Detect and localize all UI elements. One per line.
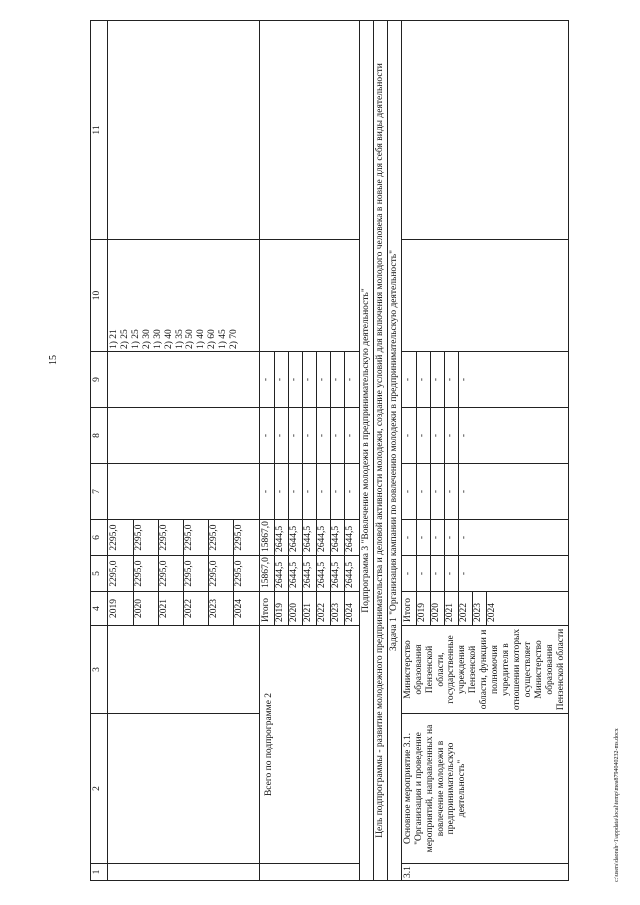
dash-value: - <box>344 464 358 519</box>
table-cell <box>108 21 260 240</box>
dash-value: - <box>288 464 302 519</box>
table-cell <box>260 864 360 881</box>
amount-value: 15867,0 <box>261 557 271 588</box>
indicator-value: 2) 70 <box>229 329 240 349</box>
col-header: 5 <box>91 556 108 592</box>
indicator-value: 2) 60 <box>207 329 218 349</box>
year-value: 2024 <box>486 592 500 625</box>
page-number: 15 <box>48 355 59 365</box>
amount-value: 2295,0 <box>233 556 258 591</box>
dash-value: - <box>261 377 271 382</box>
dash-value: - <box>261 489 271 494</box>
indicator-value: 2) 30 <box>141 329 152 349</box>
dash-cell <box>260 464 360 520</box>
column-number-row <box>91 21 108 881</box>
amount-value: 2644,5 <box>288 520 302 555</box>
activity-executor: Министерство образования Пензенской области, государственные учреждения Пензенской области, функции и полномочия учредителя в отношении которых осуществляет Министерство образования Пензенской области <box>401 626 568 714</box>
dash-value: - <box>444 520 458 555</box>
year-value: Итого <box>261 597 271 622</box>
subprogram-goal: Цель подпрограммы - развитие молодежного предпринимательства и деловой активности молодежи, создание условий для включения молодого человека в новые для себя виды деятельности <box>373 21 387 881</box>
dash-value: - <box>430 408 444 463</box>
amount-value: 2295,0 <box>158 556 183 591</box>
first-block-row <box>108 21 260 881</box>
dash-value: - <box>416 464 430 519</box>
dash-value: - <box>458 520 472 555</box>
amount-value: 2295,0 <box>208 520 233 555</box>
dash-value: - <box>458 408 472 463</box>
dash-value: - <box>458 556 472 591</box>
dash-value: - <box>444 408 458 463</box>
dash-value: - <box>261 433 271 438</box>
dash-value: - <box>402 571 413 576</box>
amount-value: 2644,5 <box>288 556 302 591</box>
activity-name: Основное мероприятие 3.1. "Организация и проведение мероприятий, направленных на вовлечение молодежи в предпринимательскую деятельность" <box>401 714 568 864</box>
dash-value: - <box>416 556 430 591</box>
table-cell <box>108 464 260 520</box>
dash-cell <box>260 352 360 408</box>
dash-cell <box>401 352 568 408</box>
year-value: 2019 <box>416 592 430 625</box>
footer-file-path: c:\users\daorah~1\appdata\local\temp\mea8794040232-ms.docx <box>614 728 620 882</box>
dash-value: - <box>430 520 444 555</box>
dash-value: - <box>316 408 330 463</box>
year-value: 2020 <box>133 592 158 625</box>
dash-value: - <box>344 352 358 407</box>
year-value: 2021 <box>158 592 183 625</box>
col-header: 1 <box>91 864 108 881</box>
amount-cell <box>260 520 360 556</box>
dash-value: - <box>288 408 302 463</box>
amount-value: 2644,5 <box>316 520 330 555</box>
dash-value: - <box>416 352 430 407</box>
table-cell <box>108 864 260 881</box>
subtotal-row <box>260 21 360 881</box>
dash-cell <box>401 464 568 520</box>
indicator-value: 1) 21 <box>109 329 119 349</box>
amount-cell <box>260 556 360 592</box>
dash-value: - <box>302 352 316 407</box>
dash-value: - <box>430 464 444 519</box>
dash-cell <box>260 408 360 464</box>
year-value: 2022 <box>183 592 208 625</box>
year-value: 2024 <box>344 592 358 625</box>
indicator-value: 2) 50 <box>185 329 196 349</box>
indicator-value: 1) 45 <box>218 329 229 349</box>
indicator-value: 1) 30 <box>152 329 163 349</box>
indicator-value: 1) 35 <box>174 329 185 349</box>
col-header: 8 <box>91 408 108 464</box>
year-value: 2023 <box>208 592 233 625</box>
amount-value: 2295,0 <box>183 556 208 591</box>
row-number: 3.1 <box>401 864 568 881</box>
budget-table-sheet <box>90 21 605 881</box>
amount-value: 2295,0 <box>158 520 183 555</box>
table-cell <box>108 714 260 864</box>
activity-row <box>401 21 568 881</box>
table-cell <box>401 21 568 240</box>
amount-value: 2295,0 <box>133 520 158 555</box>
year-value: 2021 <box>444 592 458 625</box>
goal-row <box>373 21 387 881</box>
dash-value: - <box>274 408 288 463</box>
year-value: 2020 <box>430 592 444 625</box>
col-header: 7 <box>91 464 108 520</box>
indicator-value: 2) 25 <box>119 329 130 349</box>
dash-value: - <box>402 489 413 494</box>
indicator-value: 1) 25 <box>130 329 141 349</box>
dash-value: - <box>330 464 344 519</box>
dash-cell <box>401 556 568 592</box>
subprogram-task: Задача 1 "Организация кампании по вовлечению молодежи в предпринимательскую деятельность" <box>387 21 401 881</box>
year-value: 2023 <box>472 592 486 625</box>
dash-value: - <box>316 352 330 407</box>
dash-value: - <box>402 433 413 438</box>
task-row <box>387 21 401 881</box>
amount-value: 2644,5 <box>330 556 344 591</box>
dash-value: - <box>444 556 458 591</box>
dash-cell <box>401 408 568 464</box>
amount-cell <box>108 520 260 556</box>
col-header: 10 <box>91 240 108 352</box>
amount-value: 2295,0 <box>109 524 119 551</box>
years-cell <box>260 592 360 626</box>
years-cell <box>108 592 260 626</box>
amount-value: 2295,0 <box>133 556 158 591</box>
table-cell <box>108 352 260 408</box>
amount-value: 2295,0 <box>183 520 208 555</box>
dash-value: - <box>444 352 458 407</box>
amount-value: 2644,5 <box>344 556 358 591</box>
dash-value: - <box>316 464 330 519</box>
col-header: 9 <box>91 352 108 408</box>
dash-value: - <box>274 352 288 407</box>
col-header: 3 <box>91 626 108 714</box>
dash-value: - <box>458 464 472 519</box>
dash-value: - <box>458 352 472 407</box>
table-cell <box>108 408 260 464</box>
year-value: 2019 <box>109 599 119 618</box>
year-value: 2024 <box>233 592 258 625</box>
subprogram-row <box>360 21 374 881</box>
year-value: 2020 <box>288 592 302 625</box>
dash-value: - <box>402 535 413 540</box>
year-value: 2022 <box>316 592 330 625</box>
table-cell <box>260 240 360 352</box>
years-cell <box>401 592 568 626</box>
table-cell <box>108 626 260 714</box>
year-value: Итого <box>402 597 413 622</box>
col-header: 6 <box>91 520 108 556</box>
amount-value: 2644,5 <box>274 556 288 591</box>
dash-value: - <box>416 408 430 463</box>
col-header: 4 <box>91 592 108 626</box>
table-cell <box>260 21 360 240</box>
dash-value: - <box>402 377 413 382</box>
amount-value: 2644,5 <box>302 556 316 591</box>
col-header: 2 <box>91 714 108 864</box>
dash-value: - <box>302 464 316 519</box>
dash-value: - <box>430 352 444 407</box>
dash-value: - <box>288 352 302 407</box>
year-value: 2023 <box>330 592 344 625</box>
dash-value: - <box>302 408 316 463</box>
budget-table <box>90 20 569 881</box>
dash-value: - <box>430 556 444 591</box>
amount-value: 2644,5 <box>344 520 358 555</box>
amount-value: 2295,0 <box>109 560 119 587</box>
year-value: 2022 <box>458 592 472 625</box>
subprogram-title: Подпрограмма 3 "Вовлечение молодежи в предпринимательскую деятельность" <box>360 21 374 881</box>
amount-value: 15867,0 <box>261 521 271 552</box>
dash-value: - <box>330 352 344 407</box>
dash-value: - <box>444 464 458 519</box>
amount-value: 2295,0 <box>208 556 233 591</box>
amount-cell <box>108 556 260 592</box>
amount-value: 2644,5 <box>316 556 330 591</box>
dash-value: - <box>416 520 430 555</box>
amount-value: 2644,5 <box>330 520 344 555</box>
dash-value: - <box>274 464 288 519</box>
indicator-value: 1) 40 <box>196 329 207 349</box>
table-cell <box>401 240 568 352</box>
indicator-cell <box>108 240 260 352</box>
indicator-value: 2) 40 <box>163 329 174 349</box>
year-value: 2021 <box>302 592 316 625</box>
subtotal-label: Всего по подпрограмме 2 <box>260 626 360 864</box>
year-value: 2019 <box>274 592 288 625</box>
col-header: 11 <box>91 21 108 240</box>
dash-value: - <box>330 408 344 463</box>
amount-value: 2644,5 <box>274 520 288 555</box>
dash-cell <box>401 520 568 556</box>
dash-value: - <box>344 408 358 463</box>
amount-value: 2295,0 <box>233 520 258 555</box>
amount-value: 2644,5 <box>302 520 316 555</box>
